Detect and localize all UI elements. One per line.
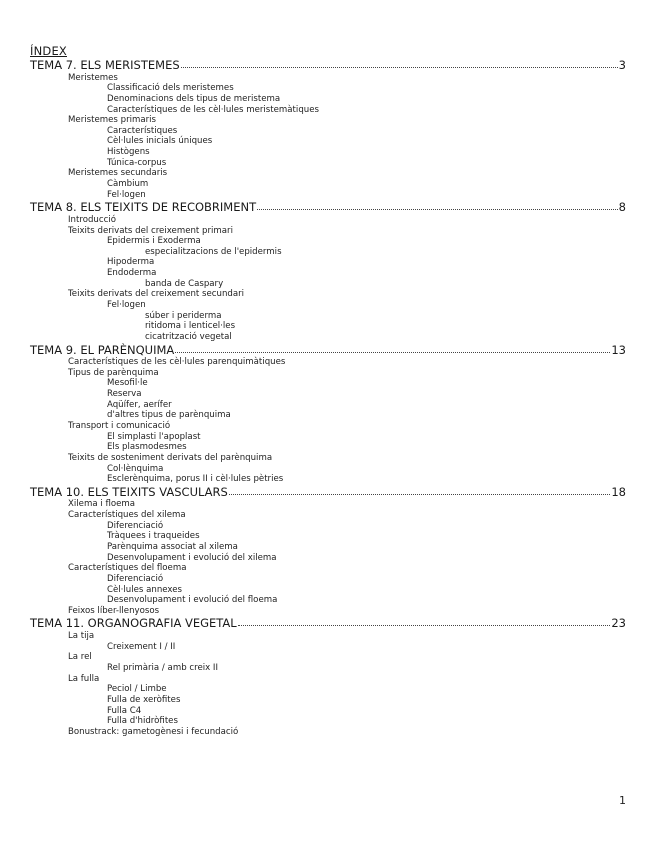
toc-entry-level-2: Desenvolupament i evolució del floema bbox=[107, 595, 278, 606]
toc-entry-level-2: Rel primària / amb creix II bbox=[107, 663, 219, 673]
toc-entry-level-2: Desenvolupament i evolució del xilema bbox=[107, 552, 277, 563]
toc-entry-level-2: Tràquees i traqueides bbox=[107, 531, 200, 542]
chapter-page-number: 23 bbox=[611, 616, 626, 631]
toc-entry-level-1: Xilema i floema bbox=[68, 499, 136, 510]
toc-entry-level-3: ritidoma i lenticel·les bbox=[145, 321, 236, 332]
toc-entry-level-2: Esclerènquima, porus II i cèl·lules pètries bbox=[107, 474, 284, 485]
toc-entry-level-2: Histògens bbox=[107, 147, 150, 158]
toc-entry-level-2: Denominacions dels tipus de meristema bbox=[107, 93, 281, 104]
toc-entry-level-2: Peciol / Limbe bbox=[107, 684, 167, 695]
chapter-heading bbox=[30, 343, 626, 358]
dot-leader bbox=[181, 58, 618, 68]
chapter-heading bbox=[30, 616, 626, 631]
toc-entry-level-1: Transport i comunicació bbox=[68, 421, 171, 431]
toc-entry-level-2: Característiques bbox=[107, 125, 178, 136]
toc-entry-level-2: Característiques de les cèl·lules meristemàtiques bbox=[107, 104, 319, 115]
dot-leader bbox=[229, 485, 611, 495]
chapter-heading bbox=[30, 485, 626, 500]
page-number: 1 bbox=[619, 794, 626, 807]
index-title: ÍNDEX bbox=[30, 44, 67, 58]
chapter-title: TEMA 11. ORGANOGRAFIA VEGETAL bbox=[30, 616, 237, 631]
toc-entry-level-2: Hipoderma bbox=[107, 257, 155, 268]
dot-leader bbox=[257, 200, 618, 210]
toc-entry-level-2: Col·lènquima bbox=[107, 463, 164, 474]
chapter-heading bbox=[30, 200, 626, 215]
toc-entry-level-2: Els plasmodesmes bbox=[107, 442, 187, 453]
toc-entry-level-3: cicatrització vegetal bbox=[145, 331, 232, 342]
toc-entry-level-2: Diferenciació bbox=[107, 573, 164, 584]
chapter-title: TEMA 8. ELS TEIXITS DE RECOBRIMENT bbox=[30, 200, 257, 215]
toc-entry-level-1: Tipus de parènquima bbox=[68, 367, 159, 378]
toc-entry-level-2: Cèl·lules inicials úniques bbox=[107, 136, 213, 147]
dot-leader bbox=[238, 616, 611, 626]
toc-entry-level-2: Endoderma bbox=[107, 268, 157, 279]
toc-entry-level-2: Cèl·lules annexes bbox=[107, 584, 183, 595]
toc-entry-level-3: especialitzacions de l'epidermis bbox=[145, 246, 282, 257]
toc-entry-level-2: Fulla de xeròfites bbox=[107, 694, 181, 705]
toc-entry-level-2: Diferenciació bbox=[107, 520, 164, 531]
toc-entry-level-3: súber i peridermа bbox=[145, 310, 222, 321]
toc-entry-level-1: Teixits derivats del creixement secundari bbox=[68, 289, 245, 300]
toc-entry-level-2: El simplasti l'apoplast bbox=[107, 431, 201, 442]
toc-entry-level-1: Característiques de les cèl·lules parenquimàtiques bbox=[68, 357, 286, 368]
chapter-page-number: 18 bbox=[611, 484, 626, 499]
chapter-page-number: 8 bbox=[618, 200, 626, 215]
toc-entry-level-1: Teixits de sosteniment derivats del parènquima bbox=[68, 452, 273, 463]
toc-entry-level-2: Càmbium bbox=[107, 179, 149, 189]
toc-entry-level-2: d'altres tipus de parènquima bbox=[107, 410, 231, 421]
toc-entry-level-0: Feixos líber-llenyosos bbox=[68, 605, 160, 616]
dot-leader bbox=[175, 343, 610, 353]
toc-entry-level-2: Fel·logen bbox=[107, 300, 146, 310]
toc-entry-level-2: Epidermis i Exoderma bbox=[107, 236, 201, 247]
chapter-title: TEMA 7. ELS MERISTEMES bbox=[30, 58, 180, 72]
chapter-title: TEMA 10. ELS TEIXITS VASCULARS bbox=[30, 484, 228, 499]
toc-entry-level-1: Bonustrack: gametogènesi i fecundació bbox=[68, 726, 239, 737]
chapter-title: TEMA 9. EL PARÈNQUIMA bbox=[30, 342, 175, 357]
toc-entry-level-1: Característiques del floema bbox=[68, 563, 187, 574]
toc-entry-level-2: Classificació dels meristemes bbox=[107, 83, 234, 94]
toc-entry-level-2: Reserva bbox=[107, 389, 142, 400]
chapter-heading bbox=[30, 58, 626, 73]
toc-entry-level-1: La fulla bbox=[68, 673, 100, 684]
chapter-page-number: 3 bbox=[618, 58, 626, 72]
chapter-page-number: 13 bbox=[611, 342, 626, 357]
toc-entry-level-2: Mesofil·le bbox=[107, 378, 148, 389]
toc-entry-level-3: banda de Caspary bbox=[145, 278, 224, 289]
toc-entry-level-2: Creixement I / II bbox=[107, 641, 176, 652]
toc-entry-level-2: Fulla C4 bbox=[107, 705, 142, 716]
toc-entry-level-1: Meristemes secundaris bbox=[68, 168, 168, 179]
toc-entry-level-1: Teixits derivats del creixement primari bbox=[68, 225, 233, 236]
toc-entry-level-1: Meristemes bbox=[68, 72, 118, 83]
toc-entry-level-1: La rel bbox=[68, 652, 92, 663]
toc-entry-level-1: Característiques del xilema bbox=[68, 510, 186, 521]
toc-entry-level-2: Fulla d'hidròfites bbox=[107, 716, 178, 727]
toc-entry-level-1: Meristemes primaris bbox=[68, 115, 157, 126]
toc-entry-level-1: Introducció bbox=[68, 214, 116, 225]
toc-entry-level-2: Fel·logen bbox=[107, 189, 146, 200]
toc-entry-level-2: Parènquima associat al xilema bbox=[107, 542, 238, 552]
toc-list bbox=[30, 58, 626, 737]
toc-entry-level-2: Túnica-corpus bbox=[107, 157, 167, 168]
table-of-contents bbox=[30, 44, 626, 737]
toc-entry-level-1: La tija bbox=[68, 631, 95, 642]
toc-entry-level-2: Aqüífer, aerífer bbox=[107, 399, 172, 410]
